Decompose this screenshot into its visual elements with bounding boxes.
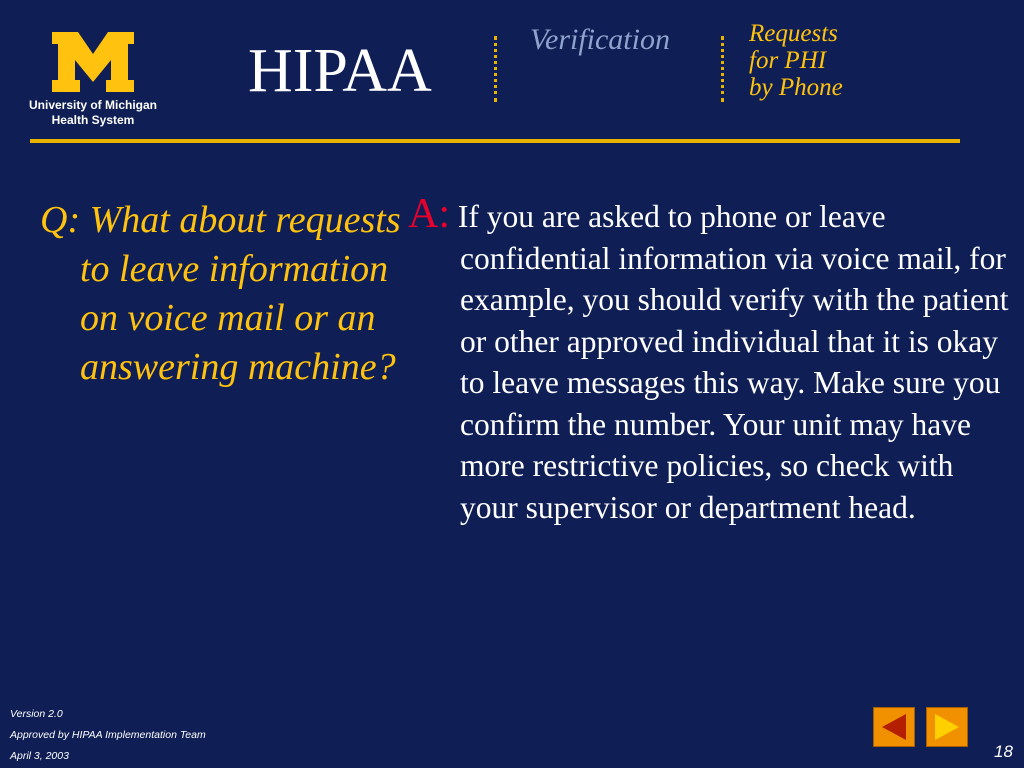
question-prefix: Q: <box>40 199 81 241</box>
approval-label: Approved by HIPAA Implementation Team <box>10 729 206 741</box>
umich-health-logo <box>26 28 160 132</box>
block-m-logo <box>48 28 138 96</box>
answer-block <box>408 191 1016 528</box>
page-title: HIPAA <box>248 37 432 105</box>
dotted-divider <box>494 36 501 102</box>
triangle-right-icon <box>931 712 963 742</box>
subsection-line: Requests <box>749 20 838 47</box>
logo-line-2: Health System <box>51 113 135 127</box>
version-label: Version 2.0 <box>10 708 63 720</box>
subsection-line: by Phone <box>749 74 843 101</box>
logo-wordmark <box>26 98 160 128</box>
dotted-divider <box>721 36 728 102</box>
header-rule <box>30 139 960 143</box>
logo-line-1: University of Michigan <box>28 98 158 112</box>
page-number: 18 <box>994 742 1013 761</box>
question-text: What about requests to leave information on voice mail or an answering machine? <box>80 199 401 388</box>
subsection-label <box>749 20 843 101</box>
next-slide-button[interactable] <box>926 707 968 747</box>
date-label: April 3, 2003 <box>10 750 69 762</box>
question-block <box>40 196 420 392</box>
section-label: Verification <box>530 23 670 56</box>
answer-text: If you are asked to phone or leave confidential information via voice mail, for example, you should verify with the patient or other approved individual that it is okay to leave messages this way. Make sure you confirm the number. Your unit may have more restrictive policies, so check with your supervisor or department head. <box>457 199 1009 525</box>
subsection-line: for PHI <box>749 47 827 74</box>
previous-slide-button[interactable] <box>873 707 915 747</box>
triangle-left-icon <box>878 712 910 742</box>
answer-prefix: A: <box>408 191 450 237</box>
